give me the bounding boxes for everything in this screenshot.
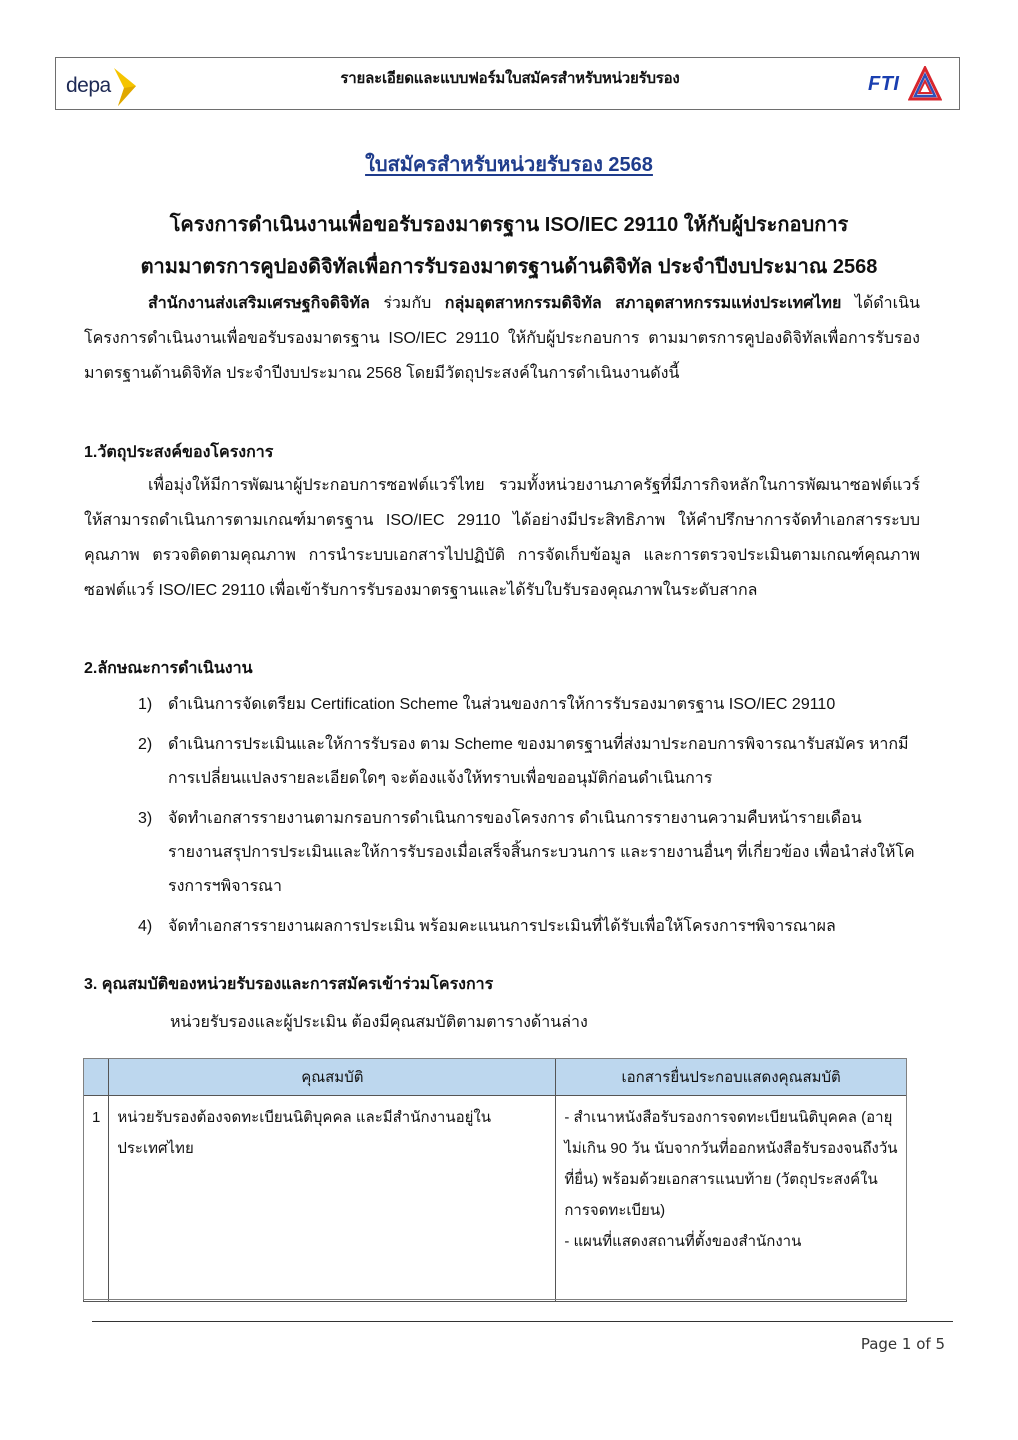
list-item-text: ดำเนินการประเมินและให้การรับรอง ตาม Scheme ของมาตรฐานที่ส่งมาประกอบการพิจารณารับสมัคร หากมีการเปลี่ยนแปลงรายละเอียดใดๆ จะต้องแจ้งให้ทราบเพื่อขออนุมัติก่อนดำเนินการ xyxy=(168,736,909,787)
intro-paragraph xyxy=(84,286,920,391)
fti-logo-text: FTI xyxy=(868,73,900,95)
list-item xyxy=(134,728,920,796)
intro-text2: ได้ดำเนินโครงการดำเนินงานเพื่อขอรับรองมาตรฐาน ISO/IEC 29110 ให้กับผู้ประกอบการ ตามมาตรการคูปองดิจิทัลเพื่อการรับรองมาตรฐานด้านดิจิทัล ประจำปีงบประมาณ 2568 โดยมีวัตถุประสงค์ในการดำเนินงานดังนี้ xyxy=(84,295,920,382)
document-subtitle-line2: ตามมาตรการคูปองดิจิทัลเพื่อการรับรองมาตรฐานด้านดิจิทัล ประจำปีงบประมาณ 2568 xyxy=(140,256,878,278)
header-title: รายละเอียดและแบบฟอร์มใบสมัครสำหรับหน่วยรับรอง xyxy=(340,69,680,87)
row-qualification: หน่วยรับรองต้องจดทะเบียนนิติบุคคล และมีสำนักงานอยู่ในประเทศไทย xyxy=(109,1096,556,1302)
table-header-number xyxy=(84,1059,109,1096)
table-header-documents: เอกสารยื่นประกอบแสดงคุณสมบัติ xyxy=(556,1059,907,1096)
row-number: 1 xyxy=(84,1096,109,1302)
list-item xyxy=(134,910,920,944)
section3-heading: 3. คุณสมบัติของหน่วยรับรองและการสมัครเข้าร่วมโครงการ xyxy=(84,976,494,993)
intro-org2: กลุ่มอุตสาหกรรมดิจิทัล สภาอุตสาหกรรมแห่งประเทศไทย xyxy=(444,295,842,312)
document-subtitle-line1: โครงการดำเนินงานเพื่อขอรับรองมาตรฐาน ISO/IEC 29110 ให้กับผู้ประกอบการ xyxy=(169,214,849,236)
list-item-text: จัดทำเอกสารรายงานผลการประเมิน พร้อมคะแนนการประเมินที่ได้รับเพื่อให้โครงการฯพิจารณาผล xyxy=(168,918,836,935)
list-item xyxy=(134,688,920,722)
depa-arrow-icon xyxy=(110,68,140,106)
section2-list xyxy=(134,688,920,950)
intro-org1: สำนักงานส่งเสริมเศรษฐกิจดิจิทัล xyxy=(148,295,370,312)
list-item-number: 3) xyxy=(138,810,153,827)
document-requirement: - แผนที่แสดงสถานที่ตั้งของสำนักงาน xyxy=(564,1233,802,1250)
page-number: Page 1 of 5 xyxy=(860,1335,945,1353)
section3-intro: หน่วยรับรองและผู้ประเมิน ต้องมีคุณสมบัติตามตารางด้านล่าง xyxy=(170,1014,588,1031)
depa-logo xyxy=(66,70,146,104)
section1-body-text: เพื่อมุ่งให้มีการพัฒนาผู้ประกอบการซอฟต์แวร์ไทย รวมทั้งหน่วยงานภาครัฐที่มีภารกิจหลักในการพัฒนาซอฟต์แวร์ให้สามารถดำเนินการตามเกณฑ์มาตรฐาน ISO/IEC 29110 ได้อย่างมีประสิทธิภาพ ให้คำปรึกษาการจัดทำเอกสารระบบคุณภาพ ตรวจติดตามคุณภาพ การนำระบบเอกสารไปปฏิบัติ การจัดเก็บข้อมูล และการตรวจประเมินตามเกณฑ์คุณภาพซอฟต์แวร์ ISO/IEC 29110 เพื่อเข้ารับการรับรองมาตรฐานและได้รับใบรับรองคุณภาพในระดับสากล xyxy=(84,477,920,599)
list-item-number: 2) xyxy=(138,736,153,753)
fti-logo xyxy=(866,64,942,104)
document-title: ใบสมัครสำหรับหน่วยรับรอง 2568 xyxy=(365,154,653,176)
intro-text1: ร่วมกับ xyxy=(369,295,445,312)
document-requirement: - สำเนาหนังสือรับรองการจดทะเบียนนิติบุคคล (อายุไม่เกิน 90 วัน นับจากวันที่ออกหนังสือรับรองจนถึงวันที่ยื่น) พร้อมด้วยเอกสารแนบท้าย (วัตถุประสงค์ในการจดทะเบียน) xyxy=(564,1109,898,1219)
list-item-number: 1) xyxy=(138,696,153,713)
table-row xyxy=(84,1096,907,1302)
section1-body xyxy=(84,468,920,608)
depa-logo-text: depa xyxy=(66,74,111,97)
qualification-table xyxy=(83,1058,907,1302)
list-item xyxy=(134,802,920,904)
table-header-row xyxy=(84,1059,907,1096)
footer-divider xyxy=(92,1321,953,1322)
section1-heading: 1.วัตถุประสงค์ของโครงการ xyxy=(84,444,274,461)
table-header-qualification: คุณสมบัติ xyxy=(109,1059,556,1096)
row-documents xyxy=(556,1096,907,1302)
list-item-number: 4) xyxy=(138,918,153,935)
list-item-text: จัดทำเอกสารรายงานตามกรอบการดำเนินการของโครงการ ดำเนินการรายงานความคืบหน้ารายเดือน รายงานสรุปการประเมินและให้การรับรองเมื่อเสร็จสิ้นกระบวนการ และรายงานอื่นๆ ที่เกี่ยวข้อง เพื่อนำส่งให้โครงการฯพิจารณา xyxy=(168,810,915,895)
fti-triangle-icon xyxy=(908,66,942,102)
list-item-text: ดำเนินการจัดเตรียม Certification Scheme ในส่วนของการให้การรับรองมาตรฐาน ISO/IEC 29110 xyxy=(168,696,836,713)
section2-heading: 2.ลักษณะการดำเนินงาน xyxy=(84,660,253,677)
